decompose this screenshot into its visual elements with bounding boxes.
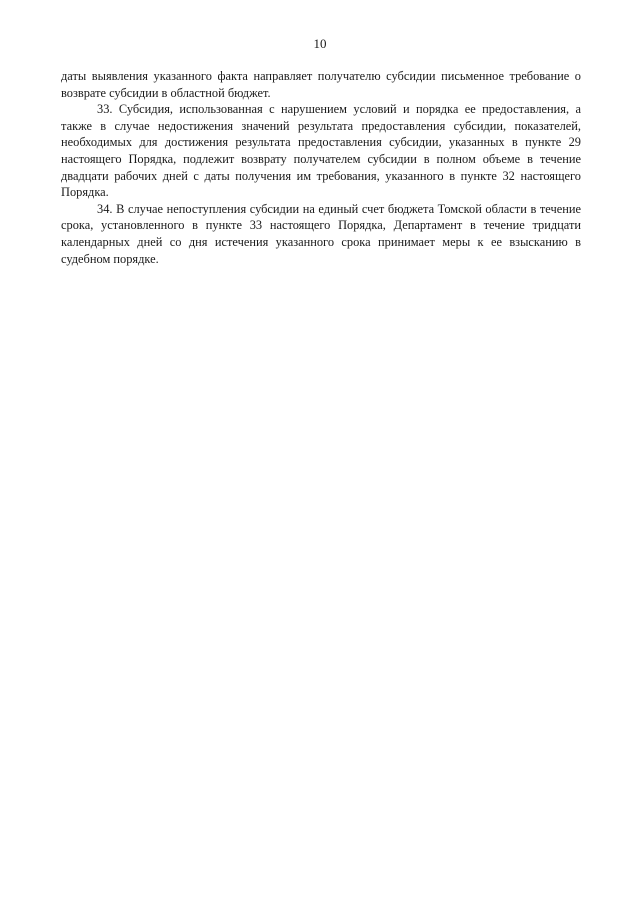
paragraph-clause-33: 33. Субсидия, использованная с нарушением условий и порядка ее предоставления, а также в случае недостижения значений результата предоставления субсидии, показателей, необходимых для достижения результата предоставления субсидии, указанных в пункте 29 настоящего Порядка, подлежит возврату получателем субсидии в полном объеме в течение двадцати рабочих дней с даты получения им требования, указанного в пункте 32 настоящего Порядка. [61,102,581,200]
document-body [61,68,581,267]
paragraph-continuation: даты выявления указанного факта направляет получателю субсидии письменное требование о возврате субсидии в областной бюджет. [61,69,581,100]
page-number: 10 [313,36,327,51]
paragraph-clause-34: 34. В случае непоступления субсидии на единый счет бюджета Томской области в течение срока, установленного в пункте 33 настоящего Порядка, Департамент в течение тридцати календарных дней со дня истечения указанного срока принимает меры к ее взысканию в судебном порядке. [61,201,581,266]
